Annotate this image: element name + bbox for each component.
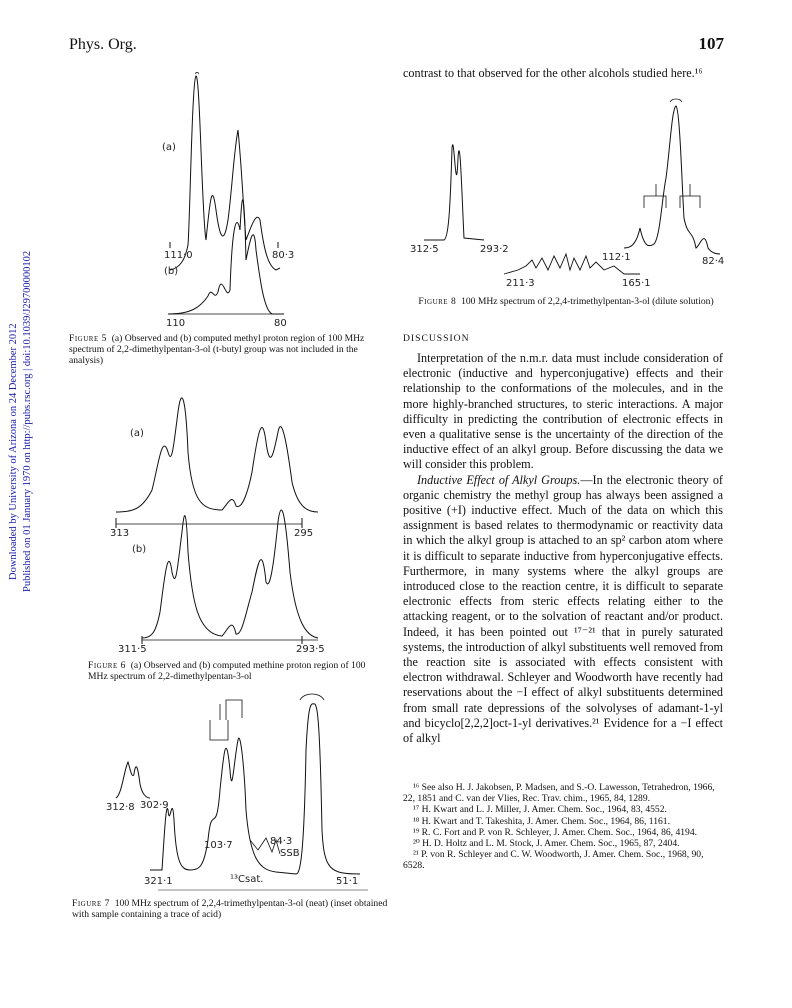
- paragraph-2-text: —In the electronic theory of organic chemistry the methyl group has always been assigned a positive (+I) inductive effect. Much of the data on which this assignment is based relates to thermodynamic or reactivity data in which the alkyl group is attached to an sp² carbon atom where it is difficult to separate inductive from hyperconjugative effects. Furthermore, in many systems where the alkyl groups are introduced close to the reaction centre, it is difficult to separate electronic effects from steric effects relating either to the attacking reagent, or to the solvation of reactant and/or product. Indeed, it has been pointed out ¹⁷⁻²¹ that in purely saturated systems, the introduction of alkyl substituents well removed from the reaction site is associated with effects consistent with electron withdrawal. Schleyer and Woodworth have recently had reservations about the −I effect of alkyl substituents determined from small rate depressions of the solvolyses of adamant-1-yl and bicyclo[2,2,2]oct-1-yl derivatives.²¹ Evidence for a −I effect of alkyl: [403, 472, 723, 746]
- figure-5-label-a: (a): [162, 142, 176, 153]
- reference-20: ²⁰ H. D. Holtz and L. M. Stock, J. Amer. Chem. Soc., 1965, 87, 2404.: [413, 838, 680, 850]
- figure-6-label-a: (a): [130, 428, 144, 439]
- figure-5-label-b: (b): [164, 266, 179, 277]
- figure-6-tick-b-right: 293·5: [296, 644, 325, 655]
- reference-21: ²¹ P. von R. Schleyer and C. W. Woodworth, J. Amer. Chem. Soc., 1968, 90, 6528.: [403, 849, 704, 872]
- page-number: 107: [698, 34, 724, 53]
- figure-6: [110, 372, 325, 662]
- discussion-body: [403, 351, 723, 746]
- watermark-line-1: Downloaded by University of Arizona on 24 December 2012: [8, 323, 19, 580]
- intro-text: contrast to that observed for the other alcohols studied here.¹⁶: [403, 66, 703, 80]
- paragraph-2: [403, 473, 723, 747]
- figure-7-caption: [72, 898, 392, 920]
- figure-8-peak-211-3: 211·3: [506, 278, 535, 289]
- figure-8-peak-112-1: 112·1: [602, 252, 631, 263]
- figure-8-caption-text: 100 MHz spectrum of 2,2,4-trimethylpentan-3-ol (dilute solution): [461, 296, 714, 307]
- figure-6-label-b: (b): [132, 544, 147, 555]
- figure-6-caption-text: (a) Observed and (b) computed methine proton region of 100 MHz spectrum of 2,2-dimethylpentan-3-ol: [88, 660, 366, 682]
- figure-7-peak-51-1: 51·1: [336, 876, 359, 887]
- section-heading-discussion: DISCUSSION: [403, 333, 470, 344]
- figure-8-peak-312-5: 312·5: [410, 244, 439, 255]
- figure-7-peak-312-8: 312·8: [106, 802, 135, 813]
- figure-7-caption-text: 100 MHz spectrum of 2,2,4-trimethylpentan-3-ol (neat) (inset obtained with sample containing a trace of acid): [72, 898, 388, 920]
- figure-8-spectrum: [404, 98, 724, 294]
- figure-5-caption: [69, 333, 389, 366]
- figure-8-caption: [416, 296, 716, 307]
- figure-6-caption-lead: Figure 6: [88, 660, 126, 671]
- reference-16: ¹⁶ See also H. J. Jakobsen, P. Madsen, and S.-O. Lawesson, Tetrahedron, 1966, 22, 1851 and C. van der Vlies, Rec. Trav. chim., 1965, 84, 1289.: [403, 782, 715, 805]
- figure-6-tick-a-right: 295: [294, 528, 314, 539]
- figure-6-tick-a-left: 313: [110, 528, 130, 539]
- figure-6-caption: [88, 660, 378, 682]
- reference-18: ¹⁸ H. Kwart and T. Takeshita, J. Amer. Chem. Soc., 1964, 86, 1161.: [413, 815, 671, 827]
- figure-8-peak-82-4: 82·4: [702, 256, 725, 267]
- figure-7-peak-103-7: 103·7: [204, 840, 233, 851]
- figure-8-caption-lead: Figure 8: [418, 296, 457, 307]
- figure-8-peak-293-2: 293·2: [480, 244, 509, 255]
- figure-7-spectrum: [100, 690, 380, 900]
- paragraph-2-heading: Inductive Effect of Alkyl Groups.: [417, 472, 581, 487]
- figure-6-tick-b-left: 311·5: [118, 644, 147, 655]
- figure-7-caption-lead: Figure 7: [72, 898, 110, 909]
- figure-7-peak-321-1: 321·1: [144, 876, 173, 887]
- paragraph-1: Interpretation of the n.m.r. data must include consideration of electronic (inductive and hyperconjugative) effects and their relationship to the conformations of the molecules, and in the more highly-branched structures, to steric interactions. A major difficulty in predicting the contribution of electronic effects in even a qualitative sense is the uncertainty of the direction of the inductive effect of an alkyl group. Before discussing the data we will consider this problem.: [403, 351, 723, 472]
- figure-5-caption-text: (a) Observed and (b) computed methyl proton region of 100 MHz spectrum of 2,2-dimethylpentan-3-ol (t-butyl group was not included in the analysis): [69, 333, 365, 366]
- watermark-line-2: Published on 01 January 1970 on http://pubs.rsc.org | doi:10.1039/J29700000102: [22, 250, 33, 592]
- figure-7-peak-302-9: 302·9: [140, 800, 169, 811]
- figure-8: [404, 98, 724, 294]
- figure-5: [160, 70, 300, 330]
- figure-7-label-13c-sat: ¹³Csat.: [230, 874, 264, 885]
- figure-5-tick-b-left: 110: [166, 318, 186, 329]
- running-head-journal: Phys. Org.: [69, 36, 137, 53]
- reference-19: ¹⁹ R. C. Fort and P. von R. Schleyer, J. Amer. Chem. Soc., 1964, 86, 4194.: [413, 826, 698, 838]
- figure-5-spectra: [160, 70, 300, 330]
- figure-5-caption-lead: Figure 5: [69, 333, 107, 344]
- figure-6-spectra: [112, 372, 322, 662]
- download-watermark: [2, 240, 38, 620]
- figure-5-tick-b-right: 80: [274, 318, 287, 329]
- reference-17: ¹⁷ H. Kwart and L. J. Miller, J. Amer. Chem. Soc., 1964, 83, 4552.: [413, 804, 667, 816]
- references: [403, 782, 723, 872]
- figure-7-peak-84-3: 84·3: [270, 836, 293, 847]
- figure-7-label-ssb: SSB: [280, 848, 300, 859]
- figure-8-peak-165-1: 165·1: [622, 278, 651, 289]
- figure-7: [100, 690, 380, 900]
- figure-5-tick-a-left: 111·0: [164, 250, 193, 261]
- figure-5-tick-a-right: 80·3: [272, 250, 295, 261]
